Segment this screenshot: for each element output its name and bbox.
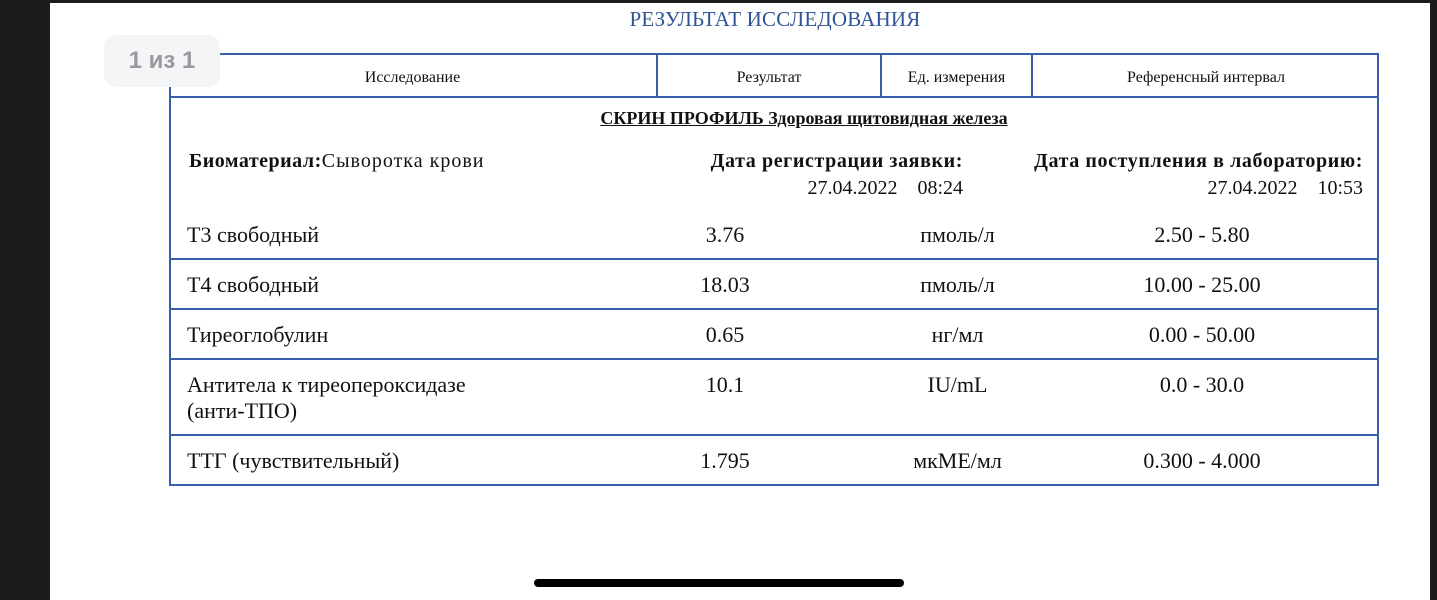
table-row	[169, 358, 1379, 434]
header-reference: Референсный интервал	[1031, 55, 1379, 96]
test-unit: пмоль/л	[920, 272, 995, 297]
profile-section	[171, 98, 1377, 210]
biomaterial-value: Сыворотка крови	[321, 150, 485, 172]
test-reference: 0.0 - 30.0	[1159, 372, 1245, 397]
test-name-line1: Антитела к тиреопероксидазе	[187, 372, 466, 397]
document-page	[50, 3, 1430, 600]
table-header	[169, 53, 1379, 98]
test-name: ТТГ (чувствительный)	[187, 448, 400, 473]
test-name-line2: (анти-ТПО)	[187, 398, 298, 423]
arrival-datetime	[991, 177, 1363, 200]
test-name: Т3 свободный	[187, 222, 320, 247]
arrival-date: 27.04.2022	[1207, 177, 1298, 199]
header-test: Исследование	[364, 68, 461, 86]
arrival-date-block	[991, 150, 1363, 200]
header-unit: Ед. измерения	[880, 55, 1031, 96]
test-result: 1.795	[700, 448, 750, 473]
test-unit: мкМЕ/мл	[913, 448, 1002, 473]
biomaterial-label: Биоматериал:	[189, 150, 322, 172]
test-name: Тиреоглобулин	[187, 322, 329, 347]
results-table	[169, 53, 1379, 486]
test-unit: IU/mL	[927, 372, 988, 397]
test-reference: 2.50 - 5.80	[1154, 222, 1250, 247]
test-result: 0.65	[705, 322, 745, 347]
registration-time: 08:24	[917, 177, 963, 199]
test-reference: 0.00 - 50.00	[1148, 322, 1256, 347]
page-counter-badge: 1 из 1	[104, 35, 220, 87]
test-unit: нг/мл	[931, 322, 984, 347]
test-result: 3.76	[705, 222, 745, 247]
table-row	[169, 308, 1379, 358]
registration-date-block	[686, 150, 963, 200]
header-result: Результат	[656, 55, 880, 96]
table-row	[169, 434, 1379, 484]
biomaterial	[189, 150, 484, 173]
test-name: Т4 свободный	[187, 272, 320, 297]
registration-label: Дата регистрации заявки:	[710, 150, 963, 172]
table-row	[169, 210, 1379, 258]
test-name	[171, 360, 658, 434]
table-row	[169, 258, 1379, 308]
test-reference: 0.300 - 4.000	[1143, 448, 1261, 473]
home-indicator-bar[interactable]	[534, 579, 904, 587]
profile-title: СКРИН ПРОФИЛЬ Здоровая щитовидная железа	[600, 108, 1008, 128]
arrival-time: 10:53	[1317, 177, 1363, 199]
registration-date: 27.04.2022	[807, 177, 898, 199]
test-reference: 10.00 - 25.00	[1143, 272, 1261, 297]
arrival-label: Дата поступления в лабораторию:	[1034, 150, 1363, 172]
test-result: 10.1	[705, 372, 745, 397]
test-unit: пмоль/л	[920, 222, 995, 247]
document-title: РЕЗУЛЬТАТ ИССЛЕДОВАНИЯ	[629, 7, 921, 31]
registration-datetime	[686, 177, 963, 200]
test-result: 18.03	[700, 272, 750, 297]
